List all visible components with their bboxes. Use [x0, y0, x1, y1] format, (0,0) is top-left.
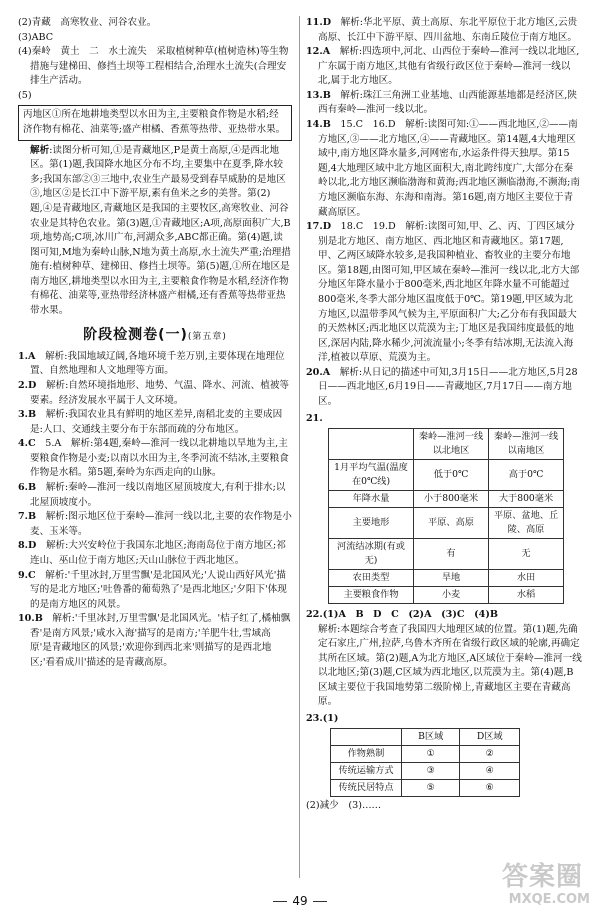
answer-q3: (3)ABC — [18, 31, 54, 43]
answer-number: 1.A — [18, 350, 36, 362]
table-q21-cell: 主要粮食作物 — [329, 587, 414, 604]
answer-text: 5.A 解析:第4题,秦岭—淮河一线以北耕地以旱地为主,主要粮食作物是小麦;以南以水田为主,冬季河流不结冰,主要粮食作物是水稻。第5题,秦岭为东西走向的山脉。 — [30, 438, 289, 479]
table-q23-cell: ① — [402, 745, 460, 762]
table-q21-cell: 平原、高原 — [414, 508, 489, 539]
watermark-bottom: MXQE.COM — [508, 892, 590, 907]
left-column — [18, 16, 292, 671]
table-q23-row — [331, 745, 520, 762]
watermark-top: 答案圈 — [502, 862, 584, 892]
answer-number: 14.B — [306, 119, 331, 131]
answer-text: 解析:华北平原、黄土高原、东北平原位于北方地区,云贵高原、长江中下游平原、四川盆地、东南丘陵位于南方地区。 — [318, 17, 578, 43]
answer-item — [306, 45, 582, 89]
table-q21-cell: 旱地 — [414, 570, 489, 587]
table-q23-corner — [331, 728, 402, 745]
answer-q2: (2)青藏 高寒牧业、河谷农业。 — [18, 17, 157, 28]
table-q23-cell: ⑥ — [460, 779, 520, 796]
table-q23-header-b: B区域 — [402, 728, 460, 745]
answer-q4: (4)秦岭 黄土 二 水土流失 采取植树种草(植树造林)等生物措施与建梯田、修挡土坝等工程相结合,治理水土流失(合理安排生产活动。 — [18, 46, 289, 87]
answer-text: 解析:大兴安岭位于我国东北地区;海南岛位于南方地区;祁连山、巫山位于南方地区;天山山脉位于西北地区。 — [30, 540, 286, 566]
test-title — [18, 325, 292, 346]
answer-text: 15.C 16.D 解析:读图可知:①——西北地区,②——南方地区,③——北方地区,④——青藏地区。第14题,4大地理区域中,南方地区降水量多,河网密布,水运条件得天独厚。第15题,4大地理区域中北方地区面积大,南北跨纬度广,大部分在秦岭以北,北方地区濒临渤海和黄海;西北地区濒临渤海,不濒海;南方地区濒临东海、东海和南海。第16题,南方地区主要位于青藏高原区。 — [318, 119, 581, 218]
answer-text: 解析:我国地域辽阔,各地环境千差万别,主要体现在地理位置、自然地理和人文地理等方面。 — [30, 350, 285, 377]
table-q23-row — [331, 779, 520, 796]
answer-q21: 21. — [306, 412, 323, 424]
answer-number: 6.B — [18, 482, 37, 494]
answer-number: 12.A — [306, 46, 331, 58]
answer-number: 4.C — [18, 438, 36, 450]
table-q21-cell: 主要地形 — [329, 508, 414, 539]
table-q21-header-south: 秦岭—淮河一线以南地区 — [489, 429, 564, 460]
table-q21-corner — [329, 429, 414, 460]
table-q21-cell: 大于800毫米 — [489, 491, 564, 508]
answer-item — [18, 569, 292, 613]
analysis-block — [18, 144, 292, 319]
answer-item — [18, 510, 292, 539]
table-q23-cell: ⑤ — [402, 779, 460, 796]
table-q21-row — [329, 460, 564, 491]
watermark-logo — [502, 862, 590, 916]
table-q21-row — [329, 539, 564, 570]
answer-number: 20.A — [306, 366, 331, 378]
table-q23-cell: ④ — [460, 762, 520, 779]
answer-item — [306, 366, 582, 410]
table-q23-row — [331, 762, 520, 779]
test-title-text: 阶段检测卷(一) — [83, 326, 188, 343]
table-q21-row — [329, 508, 564, 539]
table-q23-cell: ③ — [402, 762, 460, 779]
answer-q23-tail: (2)减少 (3)…… — [306, 799, 382, 811]
table-q21-cell: 河流结冰期(有或无) — [329, 539, 414, 570]
answer-item — [306, 118, 582, 220]
answer-text: 解析:我国农业具有鲜明的地区差异,南稻北麦的主要成因是:人口、交通线主要分布于东部而疏的分布地区。 — [30, 409, 283, 435]
table-q21-cell: 年降水量 — [329, 491, 414, 508]
answer-text: 解析:'千里冰封,万里雪飘'是北国风光;'人说山西好风光'描写的是北方地区;'吐鲁番的葡萄熟了'是西北地区;'夕阳下'体现的是南方地区的风景。 — [30, 569, 287, 610]
analysis-label: 解析 — [30, 144, 50, 156]
answer-text: 解析:秦岭—淮河一线以南地区屋顶坡度大,有利于排水;以北屋顶坡度小。 — [30, 482, 286, 508]
table-q21-row — [329, 491, 564, 508]
table-q21-cell: 有 — [414, 539, 489, 570]
answer-text: 解析:'千里冰封,万里雪飘'是北国风光。'桔子红了,橘柚飘香'是南方风景;'咸水入海'描写的是南方;'羊肥牛壮,雪域高原'是青藏地区的风景;'欢迎你到西北来'则描写的是西北地区;'看看成川'描述的是青藏高原。 — [30, 613, 291, 668]
answer-q23: 23.(1) — [306, 713, 339, 725]
answer-number: 3.B — [18, 409, 37, 421]
answer-text: 解析:自然环境指地形、地势、气温、降水、河流、植被等要素。经济发展水平属于人文环境。 — [30, 379, 290, 406]
answer-item — [306, 89, 582, 118]
table-q21-cell: 农田类型 — [329, 570, 414, 587]
page-number-text: 49 — [292, 894, 308, 908]
answer-number: 11.D — [306, 17, 332, 28]
test-subtitle: (第五章) — [187, 331, 227, 342]
analysis-text: :读图分析可知,①是青藏地区,P是黄土高原,④是西北地区。第(1)题,我国降水地区分布不均,主要集中在夏季,降水较多;我国东部②③三地中,农业生产最易受到春旱威胁的是地区③,地区②是长江中下游平原,素有鱼米之乡的美誉。第(2)题,④是青藏地区,青藏地区是我国的主要牧区,高寒牧业、河谷农业是其特色农业。第(3)题,①青藏地区;A项,高原面积广大,B项,地势高;C项,冰川广布,河湖众多,ABC都正确。第(4)题,读图可知,M地为秦岭山脉,N地为黄土高原,水土流失严重;治理措施有:植树种草、建梯田、修挡土坝等。第(5)题,①所在地区是南方地区,耕地类型以水田为主,主要粮食作物是水稻,经济作物有棉花、油菜等,亚热带经济林盛产柑橘,还有香蕉等热带亚热带水果。 — [30, 144, 291, 316]
table-q21 — [328, 428, 564, 604]
answer-number: 8.D — [18, 540, 37, 552]
table-q21-cell: 平原、盆地、丘陵、高原 — [489, 508, 564, 539]
table-q21-cell: 小于800毫米 — [414, 491, 489, 508]
answer-q22-analysis: 解析:本题综合考查了我国四大地理区域的位置。第(1)题,先确定石家庄,广州,拉萨,乌鲁木齐所在省级行政区域的轮廓,再确定其所在区域。第(2)题,A为北方地区,A区域位于秦岭—淮河一线以北地区;第(3)题,C区域为西北地区,以荒漠为主。第(4)题,B区域主要位于我国地势第二级阶梯上,青藏地区主要在青藏高原。 — [318, 623, 582, 708]
answer-number: 13.B — [306, 89, 331, 101]
left-answer-list — [18, 350, 292, 671]
right-column — [306, 16, 582, 813]
table-q23-cell: 作物熟制 — [331, 745, 402, 762]
answer-item — [18, 612, 292, 670]
page-number-left-bar — [273, 901, 287, 902]
table-q21-row — [329, 587, 564, 604]
answer-text: 解析:四选项中,河北、山西位于秦岭—淮河一线以北地区,广东属于南方地区,其他有省级行政区位于秦岭—淮河一线以北,属于北方地区。 — [318, 46, 580, 87]
answer-item — [18, 481, 292, 510]
table-q21-cell: 高于0℃ — [489, 460, 564, 491]
answer-item — [18, 379, 292, 408]
answer-number: 9.C — [18, 569, 36, 581]
answer-text: 18.C 19.D 解析:读图可知,甲、乙、丙、丁四区域分别是北方地区、南方地区、西北地区和青藏地区。第17题,甲、乙两区域降水较多,是我国种植业、畜牧业的主要分布地区。第18题,由图可知,甲区域在秦岭—淮河一线以北,北方大部分地区年降水量小于800毫米,西北地区年降水量不可能超过800毫米,冬季大部分地区温度低于0℃。第19题,甲区域为北方地区,以温带季风气候为主,平原面积广大;乙分布有我国最大的天然林区;西北地区以荒漠为主;丁地区是我国纬度最低的地区,深居内陆,降水稀少,河流流量小;冬季有结冰期,无法流入海洋,植被以草原、荒漠为主。 — [318, 221, 580, 364]
answer-text: 解析:图示地区位于秦岭—淮河一线以北,主要的农作物是小麦、玉米等。 — [30, 511, 292, 537]
table-q23-header-d: D区域 — [460, 728, 520, 745]
answer-text: 解析:从日记的描述中可知,3月15日——北方地区,5月28日——西北地区,6月19日——青藏地区,7月17日——南方地区。 — [318, 366, 578, 408]
table-q23 — [330, 728, 520, 797]
table-q21-cell: 无 — [489, 539, 564, 570]
answer-number: 10.B — [18, 613, 43, 625]
page-number-right-bar — [313, 901, 327, 902]
table-q21-cell: 水稻 — [489, 587, 564, 604]
answer-q5-box — [18, 105, 292, 140]
table-q23-cell: ② — [460, 745, 520, 762]
table-q23-cell: 传统民居特点 — [331, 779, 402, 796]
answer-item — [18, 539, 292, 568]
answer-number: 2.D — [18, 379, 37, 391]
table-q21-cell: 1月平均气温(温度在0℃线) — [329, 460, 414, 491]
answer-q22: 22.(1)A B D C (2)A (3)C (4)B — [306, 609, 498, 621]
answer-number: 17.D — [306, 221, 332, 233]
answer-item — [18, 350, 292, 379]
answer-item — [18, 437, 292, 481]
answer-item — [306, 16, 582, 45]
table-q21-cell: 小麦 — [414, 587, 489, 604]
answer-number: 7.B — [18, 511, 37, 523]
table-q21-cell: 水田 — [489, 570, 564, 587]
table-q21-cell: 低于0℃ — [414, 460, 489, 491]
right-answer-list — [306, 16, 582, 410]
table-q21-header-north: 秦岭—淮河一线以北地区 — [414, 429, 489, 460]
column-divider — [299, 16, 300, 878]
table-q23-cell: 传统运输方式 — [331, 762, 402, 779]
answer-item — [18, 408, 292, 437]
answer-q5: (5) — [18, 89, 32, 101]
answer-item — [306, 220, 582, 366]
answer-text: 解析:珠江三角洲工业基地、山西能源基地都是经济区,陕西有秦岭—淮河一线以北。 — [318, 89, 577, 116]
table-q21-row — [329, 570, 564, 587]
answer-q5-box-text: 丙地区①所在地耕地类型以水田为主,主要粮食作物是水稻;经济作物有棉花、油菜等;盛产柑橘、香蕉等热带、亚热带水果。 — [23, 109, 286, 136]
